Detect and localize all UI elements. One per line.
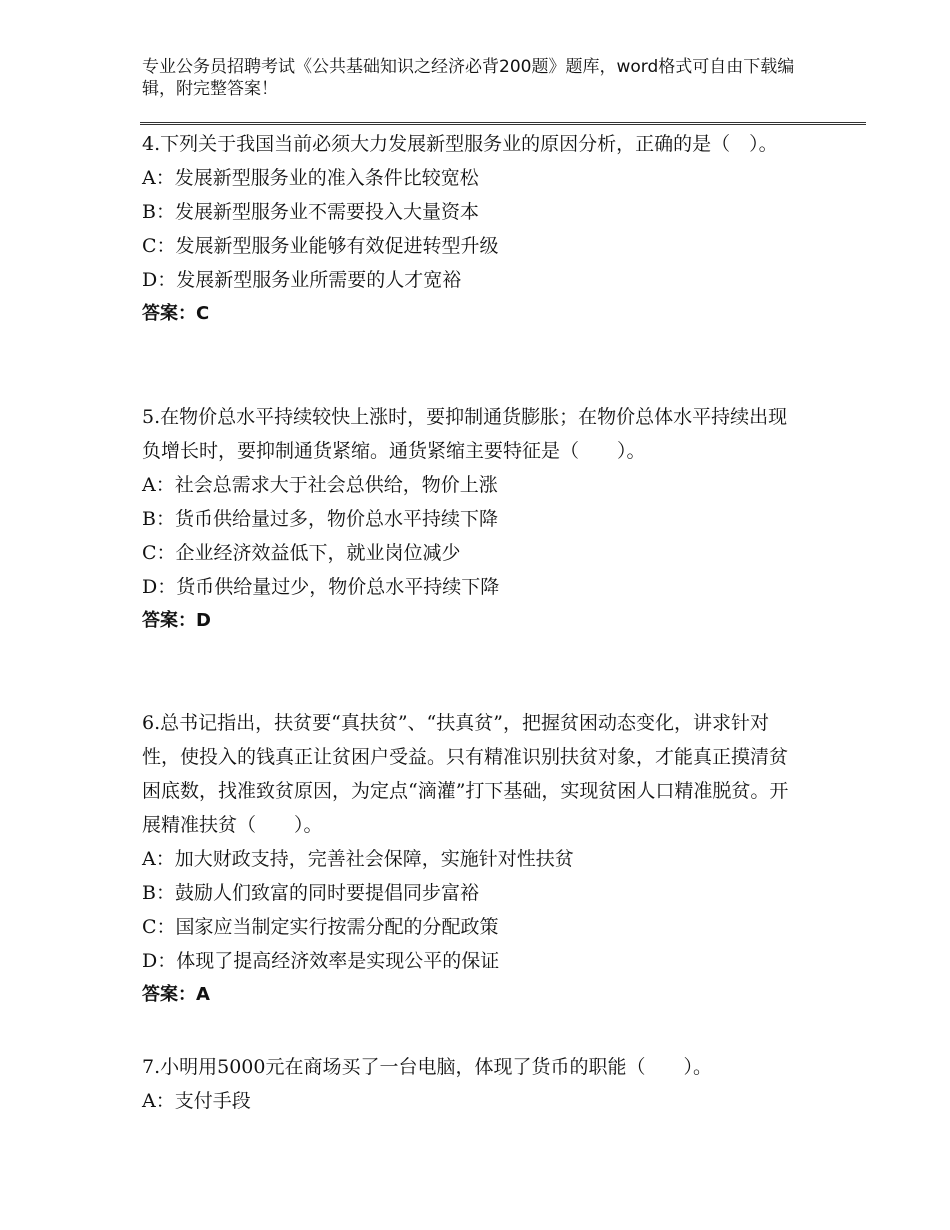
- option-d: D：体现了提高经济效率是实现公平的保证: [142, 950, 500, 972]
- option-c: C：企业经济效益低下，就业岗位减少: [142, 542, 461, 564]
- option-a: A：加大财政支持，完善社会保障，实施针对性扶贫: [142, 848, 574, 870]
- option-b: B：发展新型服务业不需要投入大量资本: [142, 201, 479, 223]
- option-b: B：货币供给量过多，物价总水平持续下降: [142, 508, 498, 530]
- option-a: A：支付手段: [142, 1090, 251, 1112]
- option-c: C：发展新型服务业能够有效促进转型升级: [142, 235, 499, 257]
- question-4: [142, 127, 802, 331]
- option-c: C：国家应当制定实行按需分配的分配政策: [142, 916, 499, 938]
- option-a: A：发展新型服务业的准入条件比较宽松: [142, 167, 479, 189]
- header-divider: [140, 122, 866, 125]
- option-b: B：鼓励人们致富的同时要提倡同步富裕: [142, 882, 479, 904]
- question-5: [142, 400, 802, 638]
- document-header: 专业公务员招聘考试《公共基础知识之经济必背200题》题库，word格式可自由下载编辑，附完整答案！: [142, 57, 795, 99]
- option-d: D：发展新型服务业所需要的人才宽裕: [142, 269, 462, 291]
- question-7: [142, 1050, 802, 1118]
- answer-label: 答案：D: [142, 610, 211, 631]
- question-stem: 6.总书记指出，扶贫要“真扶贫”、“扶真贫”，把握贫困动态变化，讲求针对性，使投入的钱真正让贫困户受益。只有精准识别扶贫对象，才能真正摸清贫困底数，找准致贫原因，为定点“滴灌”打下基础，实现贫困人口精准脱贫。开展精准扶贫（ ）。: [142, 712, 789, 836]
- question-stem: 7.小明用5000元在商场买了一台电脑，体现了货币的职能（ ）。: [142, 1056, 712, 1078]
- answer-label: 答案：A: [142, 984, 210, 1005]
- option-d: D：货币供给量过少，物价总水平持续下降: [142, 576, 500, 598]
- answer-label: 答案：C: [142, 303, 210, 324]
- question-6: [142, 706, 802, 1012]
- option-a: A：社会总需求大于社会总供给，物价上涨: [142, 474, 498, 496]
- question-stem: 4.下列关于我国当前必须大力发展新型服务业的原因分析，正确的是（ ）。: [142, 133, 778, 155]
- question-stem: 5.在物价总水平持续较快上涨时，要抑制通货膨胀；在物价总体水平持续出现负增长时，要抑制通货紧缩。通货紧缩主要特征是（ ）。: [142, 406, 788, 462]
